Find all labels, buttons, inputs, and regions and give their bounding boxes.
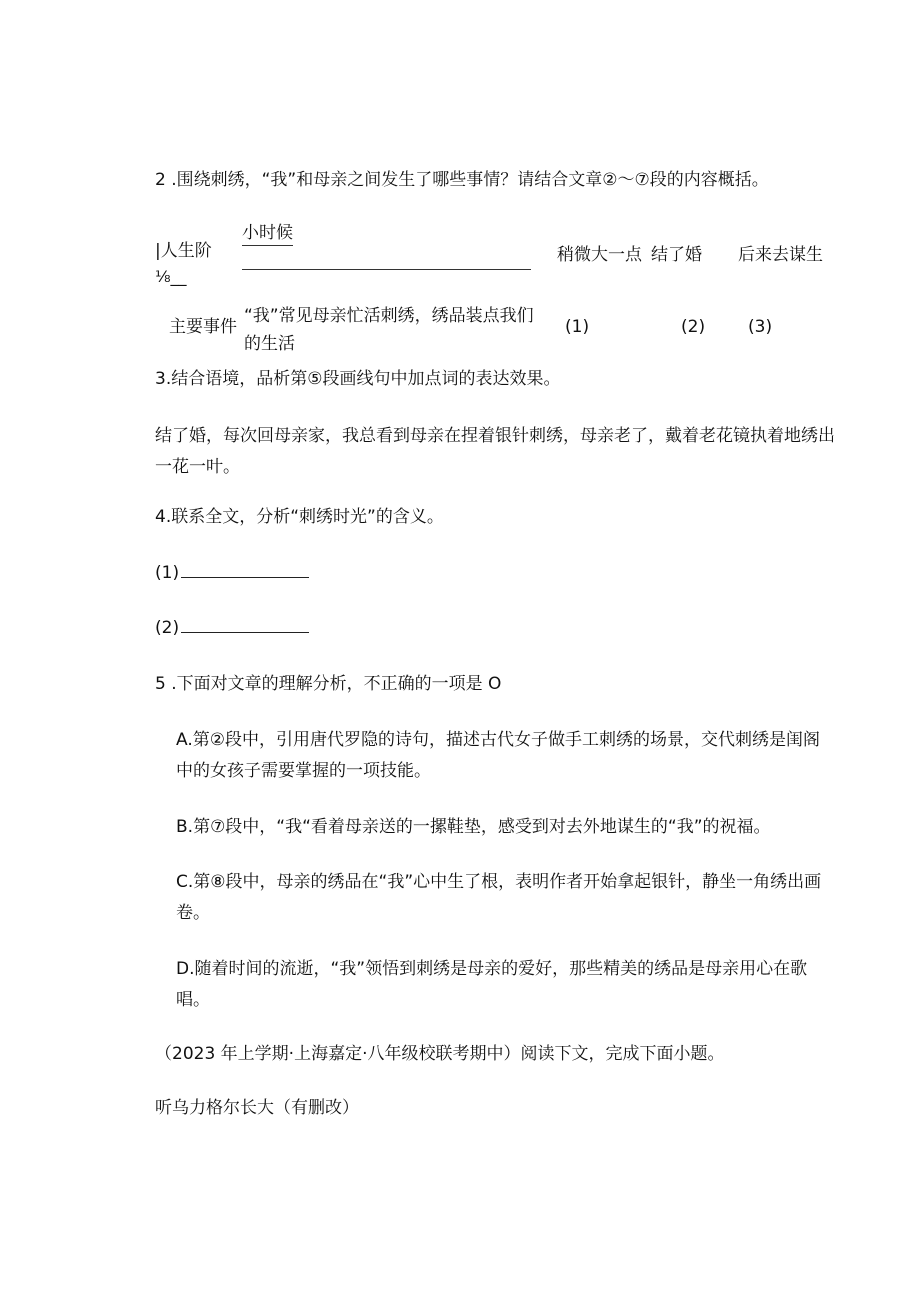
stage-label-line2: ⅛__ xyxy=(155,267,187,286)
stage-married: 结了婚 xyxy=(651,245,702,265)
stage-older: 稍微大一点 xyxy=(557,245,642,265)
answer-line-2-label: (2) xyxy=(155,618,180,638)
childhood-answer-line xyxy=(242,269,531,270)
stage-label-line1: |人生阶 xyxy=(155,241,212,261)
quoted-sentence: 结了婚，每次回母亲家，我总看到母亲在捏着银针刺绣，母亲老了，戴着老花镜执着地绣出一花一叶。 xyxy=(155,426,835,477)
stage-childhood xyxy=(242,222,532,246)
option-d: D.随着时间的流逝，“我”领悟到刺绣是母亲的爱好，那些精美的绣品是母亲用心在歌唱。 xyxy=(176,959,808,1010)
source-note: （2023 年上学期·上海嘉定·八年级校联考期中）阅读下文，完成下面小题。 xyxy=(155,1044,725,1064)
question-5: 5 .下面对文章的理解分析，不正确的一项是 O xyxy=(155,674,502,694)
question-4: 4.联系全文，分析“刺绣时光”的含义。 xyxy=(155,507,444,527)
article-title: 听乌力格尔长大（有删改） xyxy=(155,1098,359,1118)
childhood-event: “我”常见母亲忙活刺绣，绣品装点我们的生活 xyxy=(244,306,534,354)
event-label: 主要事件 xyxy=(169,317,237,337)
blank-2: (2) xyxy=(681,317,706,337)
stage-childhood-label: 小时候 xyxy=(242,222,293,246)
blank-1: (1) xyxy=(565,317,590,337)
option-a: A.第②段中，引用唐代罗隐的诗句，描述古代女子做手工刺绣的场景，交代刺绣是闺阁中的女孩子需要掌握的一项技能。 xyxy=(176,730,820,781)
option-b: B.第⑦段中，“我“看着母亲送的一摞鞋垫，感受到对去外地谋生的“我”的祝福。 xyxy=(176,817,771,837)
blank-3: (3) xyxy=(748,317,773,337)
option-c: C.第⑧段中，母亲的绣品在“我”心中生了根，表明作者开始拿起银针，静坐一角绣出画卷。 xyxy=(176,872,822,923)
question-3: 3.结合语境，品析第⑤段画线句中加点词的表达效果。 xyxy=(155,369,561,389)
stage-later: 后来去谋生 xyxy=(738,245,823,265)
answer-line-2 xyxy=(155,617,309,641)
answer-blank-1[interactable] xyxy=(181,563,309,578)
answer-line-1 xyxy=(155,562,309,586)
answer-line-1-label: (1) xyxy=(155,563,180,583)
answer-blank-2[interactable] xyxy=(181,618,309,633)
table-stage-label xyxy=(155,238,235,290)
question-2: 2 .围绕刺绣，“我”和母亲之间发生了哪些事情？请结合文章②〜⑦段的内容概括。 xyxy=(155,170,769,190)
